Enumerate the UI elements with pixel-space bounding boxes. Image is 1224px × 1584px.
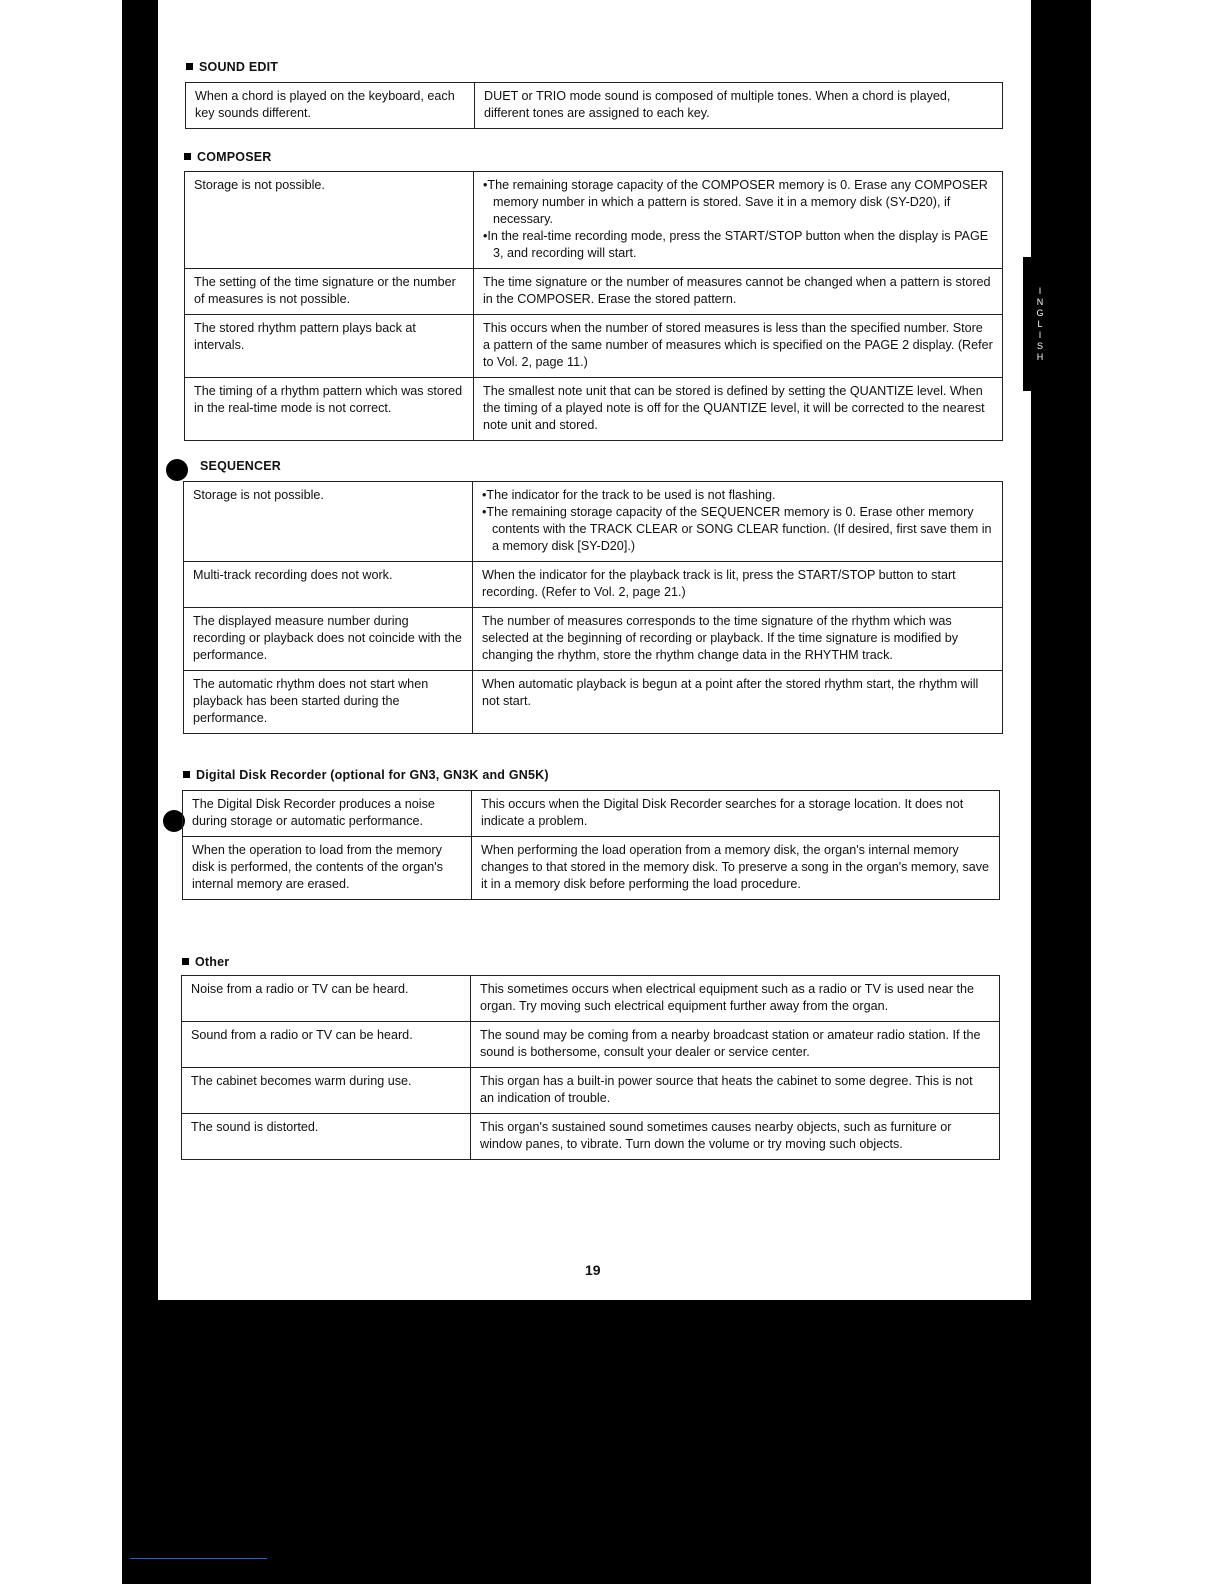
problem-cell: The displayed measure number during recording or playback does not coincide with the performance. — [184, 608, 473, 671]
solution-cell — [474, 172, 1003, 269]
side-tab-letter: L — [1037, 319, 1043, 329]
solution-cell: The sound may be coming from a nearby broadcast station or amateur radio station. If the sound is bothersome, consult your dealer or service center. — [471, 1022, 1000, 1068]
problem-cell: Sound from a radio or TV can be heard. — [182, 1022, 471, 1068]
table-row — [182, 976, 1000, 1022]
sequencer-table — [183, 481, 1003, 734]
solution-cell: This organ has a built-in power source that heats the cabinet to some degree. This is not an indication of trouble. — [471, 1068, 1000, 1114]
bullet-item: •In the real-time recording mode, press the START/STOP button when the display is PAGE 3, and recording will start. — [483, 229, 989, 260]
problem-cell: The setting of the time signature or the number of measures is not possible. — [185, 269, 474, 315]
page-number: 19 — [585, 1262, 601, 1278]
solution-cell: When performing the load operation from a memory disk, the organ's internal memory changes to that stored in the memory disk. To preserve a song in the organ's memory, save it in a memory disk before performing the load procedure. — [472, 837, 1000, 900]
section-title-other: Other — [182, 955, 229, 969]
solution-cell: The smallest note unit that can be stored is defined by setting the QUANTIZE level. When the timing of a played note is off for the QUANTIZE level, it will be corrected to the nearest note unit and stored. — [474, 378, 1003, 441]
section-title-sound-edit: SOUND EDIT — [186, 60, 278, 74]
table-row — [183, 837, 1000, 900]
solution-cell: When automatic playback is begun at a point after the stored rhythm start, the rhythm will not start. — [473, 671, 1003, 734]
problem-cell: The automatic rhythm does not start when playback has been started during the performance. — [184, 671, 473, 734]
bullet-item: •The remaining storage capacity of the SEQUENCER memory is 0. Erase other memory contents with the TRACK CLEAR or SONG CLEAR function. (If desired, first save them in a memory disk [SY-D20].) — [482, 505, 992, 553]
other-table — [181, 975, 1000, 1160]
solution-cell: This occurs when the Digital Disk Recorder searches for a storage location. It does not indicate a problem. — [472, 791, 1000, 837]
manual-page — [158, 0, 1031, 1300]
table-row — [182, 1114, 1000, 1160]
side-tab-letter: I — [1038, 330, 1042, 340]
edge-link-line — [130, 1558, 267, 1559]
section-title-digital-disk-recorder: Digital Disk Recorder (optional for GN3, GN3K and GN5K) — [183, 768, 549, 782]
side-tab-letter: N — [1036, 297, 1044, 307]
table-row — [182, 1022, 1000, 1068]
problem-cell: Storage is not possible. — [185, 172, 474, 269]
table-row — [184, 562, 1003, 608]
solution-cell: The time signature or the number of measures cannot be changed when a pattern is stored in the COMPOSER. Erase the stored pattern. — [474, 269, 1003, 315]
solution-cell: This organ's sustained sound sometimes causes nearby objects, such as furniture or window panes, to vibrate. Turn down the volume or try moving such objects. — [471, 1114, 1000, 1160]
table-row — [185, 378, 1003, 441]
table-row — [185, 315, 1003, 378]
problem-cell: The sound is distorted. — [182, 1114, 471, 1160]
side-tab-letter: H — [1036, 352, 1044, 362]
scan-border-bottom — [122, 1300, 1091, 1584]
problem-cell: The stored rhythm pattern plays back at intervals. — [185, 315, 474, 378]
section-title-composer: COMPOSER — [184, 150, 272, 164]
table-row — [184, 608, 1003, 671]
table-row — [184, 671, 1003, 734]
table-row — [185, 172, 1003, 269]
composer-table — [184, 171, 1003, 441]
table-row — [183, 791, 1000, 837]
side-tab-letter: I — [1038, 286, 1042, 296]
solution-cell: When the indicator for the playback track is lit, press the START/STOP button to start recording. (Refer to Vol. 2, page 21.) — [473, 562, 1003, 608]
problem-cell: Multi-track recording does not work. — [184, 562, 473, 608]
problem-cell: Noise from a radio or TV can be heard. — [182, 976, 471, 1022]
solution-cell: DUET or TRIO mode sound is composed of multiple tones. When a chord is played, different tones are assigned to each key. — [475, 83, 1003, 129]
problem-cell: The timing of a rhythm pattern which was stored in the real-time mode is not correct. — [185, 378, 474, 441]
section-title-sequencer: SEQUENCER — [200, 459, 281, 473]
table-row — [184, 482, 1003, 562]
problem-cell: The cabinet becomes warm during use. — [182, 1068, 471, 1114]
problem-cell: The Digital Disk Recorder produces a noise during storage or automatic performance. — [183, 791, 472, 837]
table-row — [182, 1068, 1000, 1114]
solution-cell: The number of measures corresponds to the time signature of the rhythm which was selected at the beginning of recording or playback. If the time signature is modified by changing the rhythm, store the rhythm change data in the RHYTHM track. — [473, 608, 1003, 671]
problem-cell: When the operation to load from the memory disk is performed, the contents of the organ's internal memory are erased. — [183, 837, 472, 900]
side-tab-letter: S — [1036, 341, 1043, 351]
table-row — [185, 269, 1003, 315]
solution-cell — [473, 482, 1003, 562]
table-row — [186, 83, 1003, 129]
sound-edit-table — [185, 82, 1003, 129]
problem-cell: Storage is not possible. — [184, 482, 473, 562]
digital-disk-recorder-table — [182, 790, 1000, 900]
problem-cell: When a chord is played on the keyboard, each key sounds different. — [186, 83, 475, 129]
solution-cell: This sometimes occurs when electrical equipment such as a radio or TV is used near the organ. Try moving such electrical equipment further away from the organ. — [471, 976, 1000, 1022]
side-tab-letter: G — [1036, 308, 1044, 318]
bullet-item: •The remaining storage capacity of the COMPOSER memory is 0. Erase any COMPOSER memory number in which a pattern is stored. Save it in a memory disk (SY-D20), if necessary. — [483, 178, 988, 226]
bullet-item: •The indicator for the track to be used is not flashing. — [482, 488, 776, 502]
solution-cell: This occurs when the number of stored measures is less than the specified number. Store a pattern of the same number of measures which is specified on the PAGE 2 display. (Refer to Vol. 2, page 11.) — [474, 315, 1003, 378]
